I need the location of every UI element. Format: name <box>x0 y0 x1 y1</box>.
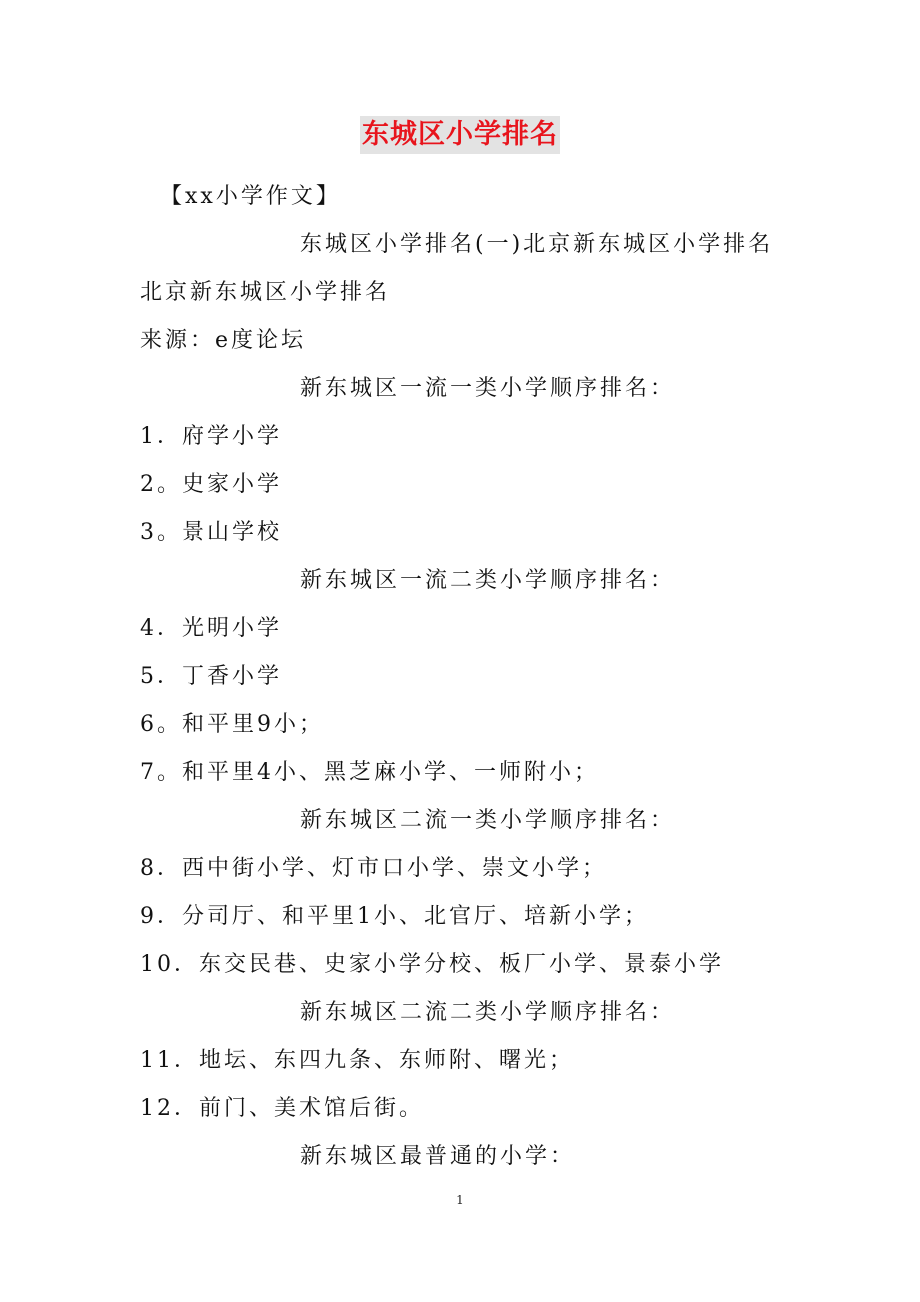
section-heading-tier2-class2: 新东城区二流二类小学顺序排名： <box>300 1000 676 1025</box>
list-item: 12．前门、美术馆后街。 <box>140 1096 424 1121</box>
list-item: 2。史家小学 <box>140 472 282 497</box>
list-item: 5．丁香小学 <box>140 664 282 689</box>
document-title: 东城区小学排名 <box>360 116 560 154</box>
list-item: 4．光明小学 <box>140 616 282 641</box>
section-heading-ordinary: 新东城区最普通的小学： <box>300 1144 576 1169</box>
section-heading-tier1-class2: 新东城区一流二类小学顺序排名： <box>300 568 676 593</box>
list-item: 3。景山学校 <box>140 520 282 545</box>
source-line: 来源：e度论坛 <box>140 328 307 353</box>
subheading: 北京新东城区小学排名 <box>140 280 391 305</box>
list-item: 6。和平里9小； <box>140 712 324 737</box>
article-heading: 东城区小学排名(一)北京新东城区小学排名 <box>300 232 774 257</box>
list-item: 7。和平里4小、黑芝麻小学、一师附小； <box>140 760 599 785</box>
list-item: 1．府学小学 <box>140 424 282 449</box>
list-item: 11．地坛、东四九条、东师附、曙光； <box>140 1048 574 1073</box>
page-number: 1 <box>456 1193 464 1207</box>
list-item: 8．西中街小学、灯市口小学、崇文小学； <box>140 856 607 881</box>
list-item: 9．分司厅、和平里1小、北官厅、培新小学； <box>140 904 649 929</box>
category-tag: 【xx小学作文】 <box>160 184 341 209</box>
list-item: 10．东交民巷、史家小学分校、板厂小学、景泰小学 <box>140 952 724 977</box>
title-wrapper <box>0 116 920 154</box>
section-heading-tier1-class1: 新东城区一流一类小学顺序排名： <box>300 376 676 401</box>
section-heading-tier2-class1: 新东城区二流一类小学顺序排名： <box>300 808 676 833</box>
